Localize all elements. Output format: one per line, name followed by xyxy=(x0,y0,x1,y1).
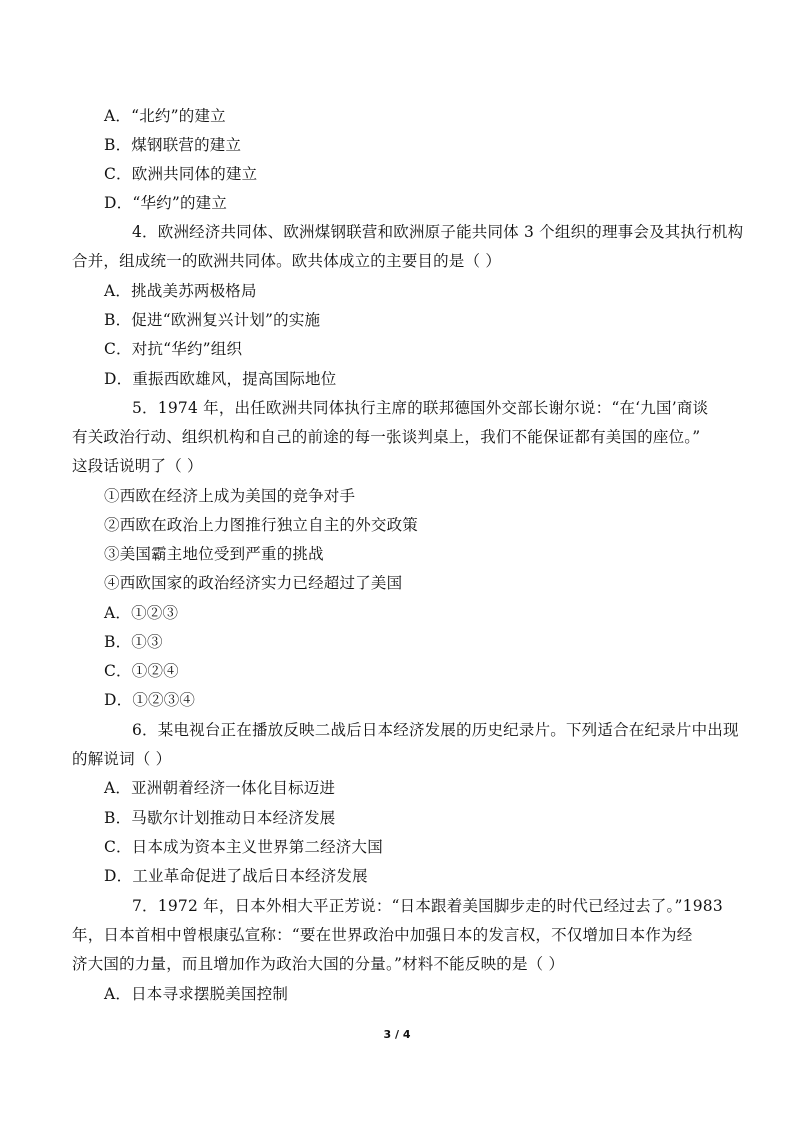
question-text: 有关政治行动、组织机构和自己的前途的每一张谈判桌上，我们不能保证都有美国的座位。” xyxy=(72,428,701,446)
statement-item: ①西欧在经济上成为美国的竞争对手 xyxy=(104,487,356,505)
answer-option: C．①②④ xyxy=(104,662,179,680)
question-text: 7．1972 年，日本外相大平正芳说：“日本跟着美国脚步走的时代已经过去了。”1983 xyxy=(132,897,723,915)
answer-option: B．马歇尔计划推动日本经济发展 xyxy=(104,809,336,827)
question-text: 这段话说明了（ ） xyxy=(72,457,203,475)
answer-option: C．欧洲共同体的建立 xyxy=(104,165,258,183)
question-text: 5．1974 年，出任欧洲共同体执行主席的联邦德国外交部长谢尔说：“在‘九国’商谈 xyxy=(132,399,709,417)
answer-option: D．①②③④ xyxy=(104,691,196,709)
question-text: 济大国的力量，而且增加作为政治大国的分量。”材料不能反映的是（ ） xyxy=(72,955,565,973)
answer-option: A．亚洲朝着经济一体化目标迈进 xyxy=(104,779,336,797)
answer-option: C．对抗“华约”组织 xyxy=(104,340,243,358)
answer-option: A．①②③ xyxy=(104,604,179,622)
answer-option: D．重振西欧雄风，提高国际地位 xyxy=(104,370,337,388)
answer-option: B．煤钢联营的建立 xyxy=(104,136,242,154)
answer-option: D．工业革命促进了战后日本经济发展 xyxy=(104,867,368,885)
answer-option: A．挑战美苏两极格局 xyxy=(104,282,257,300)
question-text: 的解说词（ ） xyxy=(72,750,172,768)
answer-option: A．“北约”的建立 xyxy=(104,107,226,125)
question-text: 合并，组成统一的欧洲共同体。欧共体成立的主要目的是（ ） xyxy=(72,252,502,270)
answer-option: C．日本成为资本主义世界第二经济大国 xyxy=(104,838,383,856)
statement-item: ②西欧在政治上力图推行独立自主的外交政策 xyxy=(104,516,419,534)
question-text: 年，日本首相中曾根康弘宣称：“要在世界政治中加强日本的发言权，不仅增加日本作为经 xyxy=(72,926,693,944)
answer-option: B．促进“欧洲复兴计划”的实施 xyxy=(104,311,321,329)
statement-item: ④西欧国家的政治经济实力已经超过了美国 xyxy=(104,574,403,592)
page-number: 3 / 4 xyxy=(383,1028,411,1041)
question-text: 6．某电视台正在播放反映二战后日本经济发展的历史纪录片。下列适合在纪录片中出现 xyxy=(132,721,739,739)
answer-option: D．“华约”的建立 xyxy=(104,194,228,212)
answer-option: B．①③ xyxy=(104,633,163,651)
answer-option: A．日本寻求摆脱美国控制 xyxy=(104,985,289,1003)
question-text: 4．欧洲经济共同体、欧洲煤钢联营和欧洲原子能共同体 3 个组织的理事会及其执行机构 xyxy=(132,223,744,241)
statement-item: ③美国霸主地位受到严重的挑战 xyxy=(104,545,324,563)
